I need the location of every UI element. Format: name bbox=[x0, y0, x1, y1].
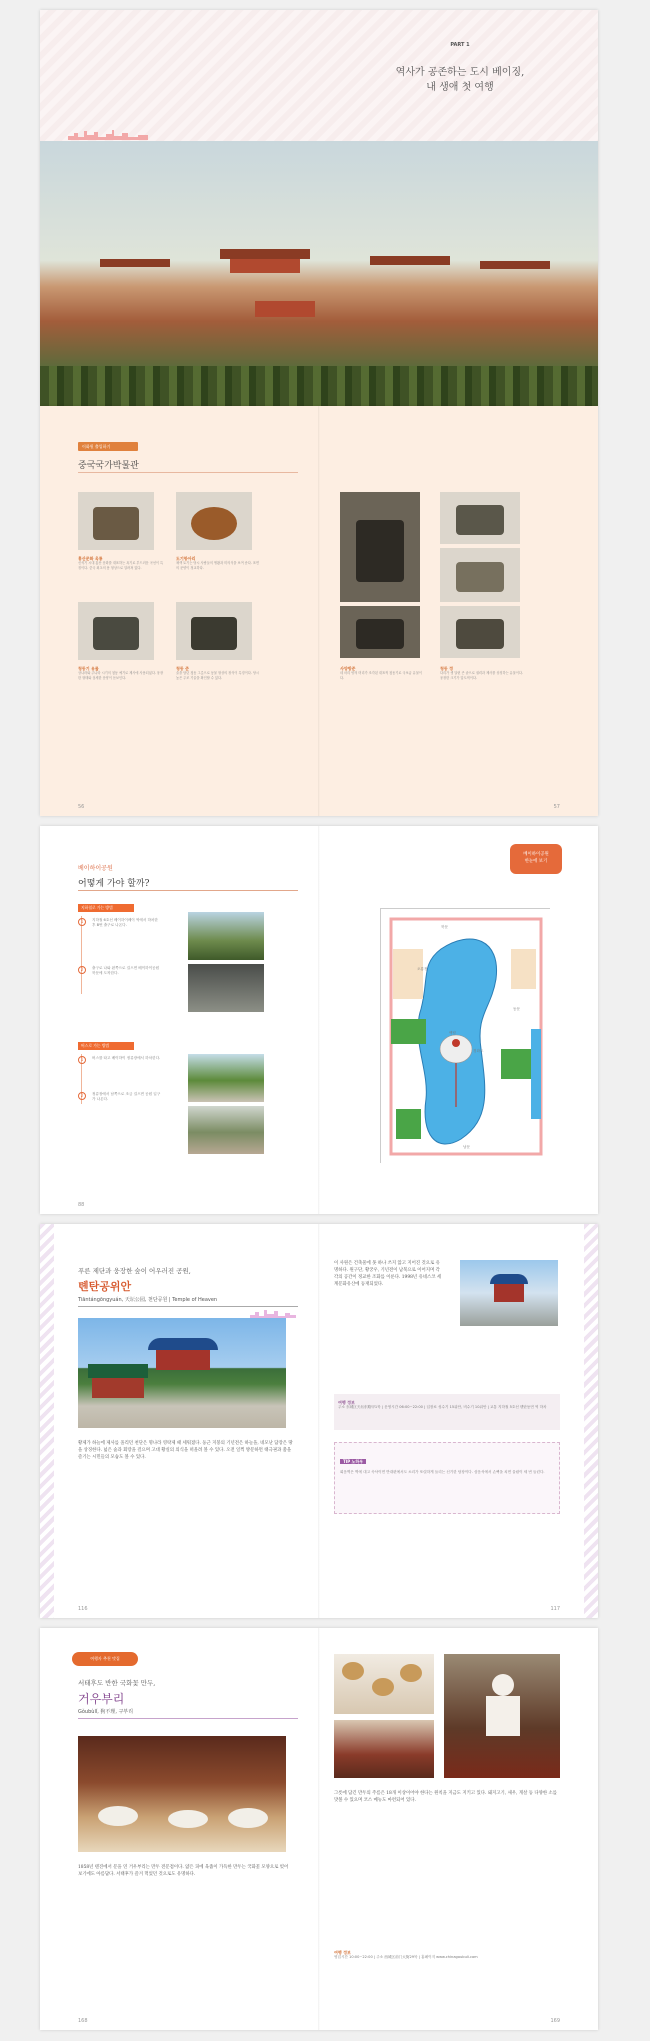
body-text: 황제가 하늘에 제사를 올리던 천단은 명나라 영락제 때 세워졌다. 둥근 지붕의 기년전은 하늘을, 네모난 담장은 땅을 상징한다. 넓은 숲과 회랑을 걸으며 고대 황실의 의식을 떠올려 볼 수 있다. 오전 일찍 방문하면 태극권과 춤을 즐기는 시민들의 모습도 볼 수 있다. bbox=[78, 1441, 293, 1460]
step-text: 출구로 나와 왼쪽으로 걸으면 베이하이공원 북문에 도착한다. bbox=[92, 966, 160, 975]
map-label: 남문 bbox=[463, 1145, 470, 1149]
tip-box: TIP 노하우 회음벽은 벽에 대고 속삭이면 반대편에서도 소리가 또렷하게 들리는 신기한 담장이다. 삼음석에서 손뼉을 치면 울림이 세 번 들린다. bbox=[334, 1442, 560, 1514]
section-heading: 톈탄공위안 bbox=[78, 1280, 132, 1293]
artifact-photo bbox=[176, 602, 252, 660]
artifact-photo bbox=[340, 492, 420, 602]
subway-route-tag: 지하철로 가는 방법 bbox=[78, 904, 134, 912]
page-number: 88 bbox=[78, 1202, 85, 1208]
artifact-photo bbox=[78, 602, 154, 660]
map-label: 북문 bbox=[441, 925, 448, 929]
page-number: 56 bbox=[78, 804, 85, 810]
artifact-photo bbox=[440, 606, 520, 658]
spread-directions bbox=[40, 826, 598, 1214]
spread-goubuli bbox=[40, 1628, 598, 2030]
section-heading: 어떻게 가야 할까? bbox=[78, 879, 150, 889]
spread-title-page bbox=[40, 10, 598, 406]
body-text: 1858년 텐진에서 문을 연 거우부리는 만두 전문점이다. 얇은 피에 육즙이 가득한 만두는 국화꽃 모양으로 빚어 보기에도 아름답다. 서태후가 즐겨 먹었던 것으로도 유명하다. bbox=[78, 1865, 289, 1877]
step-marker: 1 bbox=[78, 1056, 86, 1064]
step-marker: 2 bbox=[78, 966, 86, 974]
chapter-title-line2: 내 생애 첫 여행 bbox=[426, 82, 494, 93]
chef-photo bbox=[444, 1654, 560, 1778]
info-box: 여행 정보 주소 东城区天坛东路甲1号 | 운영시간 06:00~22:00 | 입장료 성수기 15위안, 비수기 10위안 | 교통 지하철 5호선 톈탄둥먼 역 하차 bbox=[334, 1394, 560, 1430]
artifact-photo bbox=[340, 606, 420, 658]
section-subtitle: 푸른 제단과 웅장한 숲이 어우러진 공원, bbox=[78, 1267, 191, 1275]
artifact-caption: 도기항아리 채색 토기는 당시 사람들의 생활과 미의식을 보여 준다. 표면의 문양이 정교하다. bbox=[176, 556, 260, 570]
artifact-caption: 청동 정 다리가 셋 달린 큰 솥으로 권력과 제사를 상징하는 유물이다. 웅장한 크기가 압도적이다. bbox=[440, 666, 524, 680]
section-heading: 거우부리 bbox=[78, 1692, 125, 1706]
page-number: 117 bbox=[550, 1606, 560, 1612]
spread-museum bbox=[40, 406, 598, 816]
artifact-photo bbox=[176, 492, 252, 550]
step-marker: 2 bbox=[78, 1092, 86, 1100]
artifact-photo bbox=[440, 548, 520, 602]
chapter-title-line1: 역사가 공존하는 도시 베이징, bbox=[395, 67, 525, 78]
artifact-photo bbox=[440, 492, 520, 544]
map-label: 오룡정 bbox=[417, 967, 428, 971]
park-map[interactable] bbox=[380, 908, 550, 1163]
artifact-photo bbox=[78, 492, 154, 550]
section-tag: 이화원 출입하기 bbox=[78, 442, 138, 451]
section-heading: 중국국가박물관 bbox=[78, 461, 139, 471]
section-subtitle: 베이하이공원 bbox=[78, 865, 113, 872]
page-number: 168 bbox=[78, 2018, 88, 2024]
skyline-icon bbox=[68, 128, 148, 140]
page-number: 169 bbox=[550, 2018, 560, 2024]
part-label: PART 1 bbox=[450, 42, 470, 48]
forbidden-city-photo bbox=[40, 141, 598, 406]
temple-photo bbox=[78, 1318, 286, 1428]
map-label: 동문 bbox=[513, 1007, 520, 1011]
page-number: 116 bbox=[78, 1606, 88, 1612]
map-label: 경화도 bbox=[473, 1049, 484, 1053]
body-text: 그릇에 담긴 만두의 주름은 18개 이상이어야 한다는 원칙을 지금도 지키고 있다. 돼지고기, 새우, 게살 등 다양한 소를 맛볼 수 있으며 코스 메뉴도 마련되어 있다. bbox=[334, 1791, 557, 1803]
route-photo bbox=[188, 912, 264, 960]
map-label: 백탑 bbox=[449, 1031, 456, 1035]
bus-route-tag: 버스로 가는 방법 bbox=[78, 1042, 134, 1050]
artifact-caption: 사양방준 네 마리 양의 머리가 조각된 대표적 청동기로 국보급 유물이다. bbox=[340, 666, 423, 680]
overview-badge: 베이하이공원 한눈에 보기 bbox=[510, 844, 562, 874]
chapter-title bbox=[360, 65, 560, 95]
dumpling-photo bbox=[334, 1654, 434, 1714]
recommend-badge: 여행자 추천 맛집 bbox=[72, 1652, 138, 1666]
artifact-caption: 홍산문화 옥룡 신석기 시대 홍산 문화를 대표하는 옥기로 부드러운 곡선이 특징이다. 중국 최초의 용 형상으로 알려져 있다. bbox=[78, 556, 164, 570]
section-subtitle: 서태후도 반한 국화꽃 만두, bbox=[78, 1679, 156, 1687]
romanization: Gǒubùlǐ, 狗不理, 구부리 bbox=[78, 1709, 134, 1715]
info-box: 여행 정보 영업시간 10:00~22:00 | 주소 西城区前门大街29号 | 홈페이지 www.chinagoubuli.com bbox=[334, 1950, 478, 1959]
artifact-caption: 청동기 유물 상나라와 주나라 시기의 청동 예기로 제사에 사용되었다. 웅장한 형태와 섬세한 문양이 돋보인다. bbox=[78, 666, 164, 680]
page-number: 57 bbox=[553, 804, 560, 810]
restaurant-photo bbox=[78, 1736, 286, 1852]
body-text: 이 사원은 건축물에 못 하나 쓰지 않고 지어진 것으로 유명하다. 원구단, 황궁우, 기년전이 남북으로 이어지며 각각의 공간이 정교한 조화를 이룬다. 1998년 유네스코 세계문화유산에 등재되었다. bbox=[334, 1261, 442, 1287]
romanization: Tiāntángōngyuán, 天坛公园, 천단공원 | Temple of Heaven bbox=[78, 1297, 218, 1303]
route-photo bbox=[188, 964, 264, 1012]
temple-thumb bbox=[460, 1260, 558, 1326]
map-graphic bbox=[381, 909, 551, 1164]
spread-temple-of-heaven bbox=[40, 1224, 598, 1618]
artifact-caption: 청동 준 술을 담던 청동 그릇으로 동물 형상의 장식이 특징이다. 당시 높은 주조 기술을 확인할 수 있다. bbox=[176, 666, 260, 680]
route-photo bbox=[188, 1106, 264, 1154]
skyline-icon bbox=[250, 1308, 296, 1318]
step-text: 정류장에서 남쪽으로 조금 걸으면 공원 입구가 나온다. bbox=[92, 1092, 161, 1101]
storefront-photo bbox=[334, 1720, 434, 1778]
step-text: 지하철 6호선 베이하이베이 역에서 하차한 후 B번 출구로 나온다. bbox=[92, 918, 158, 927]
step-marker: 1 bbox=[78, 918, 86, 926]
route-photo bbox=[188, 1054, 264, 1102]
step-text: 버스를 타고 베이하이 정류장에서 하차한다. bbox=[92, 1056, 161, 1060]
